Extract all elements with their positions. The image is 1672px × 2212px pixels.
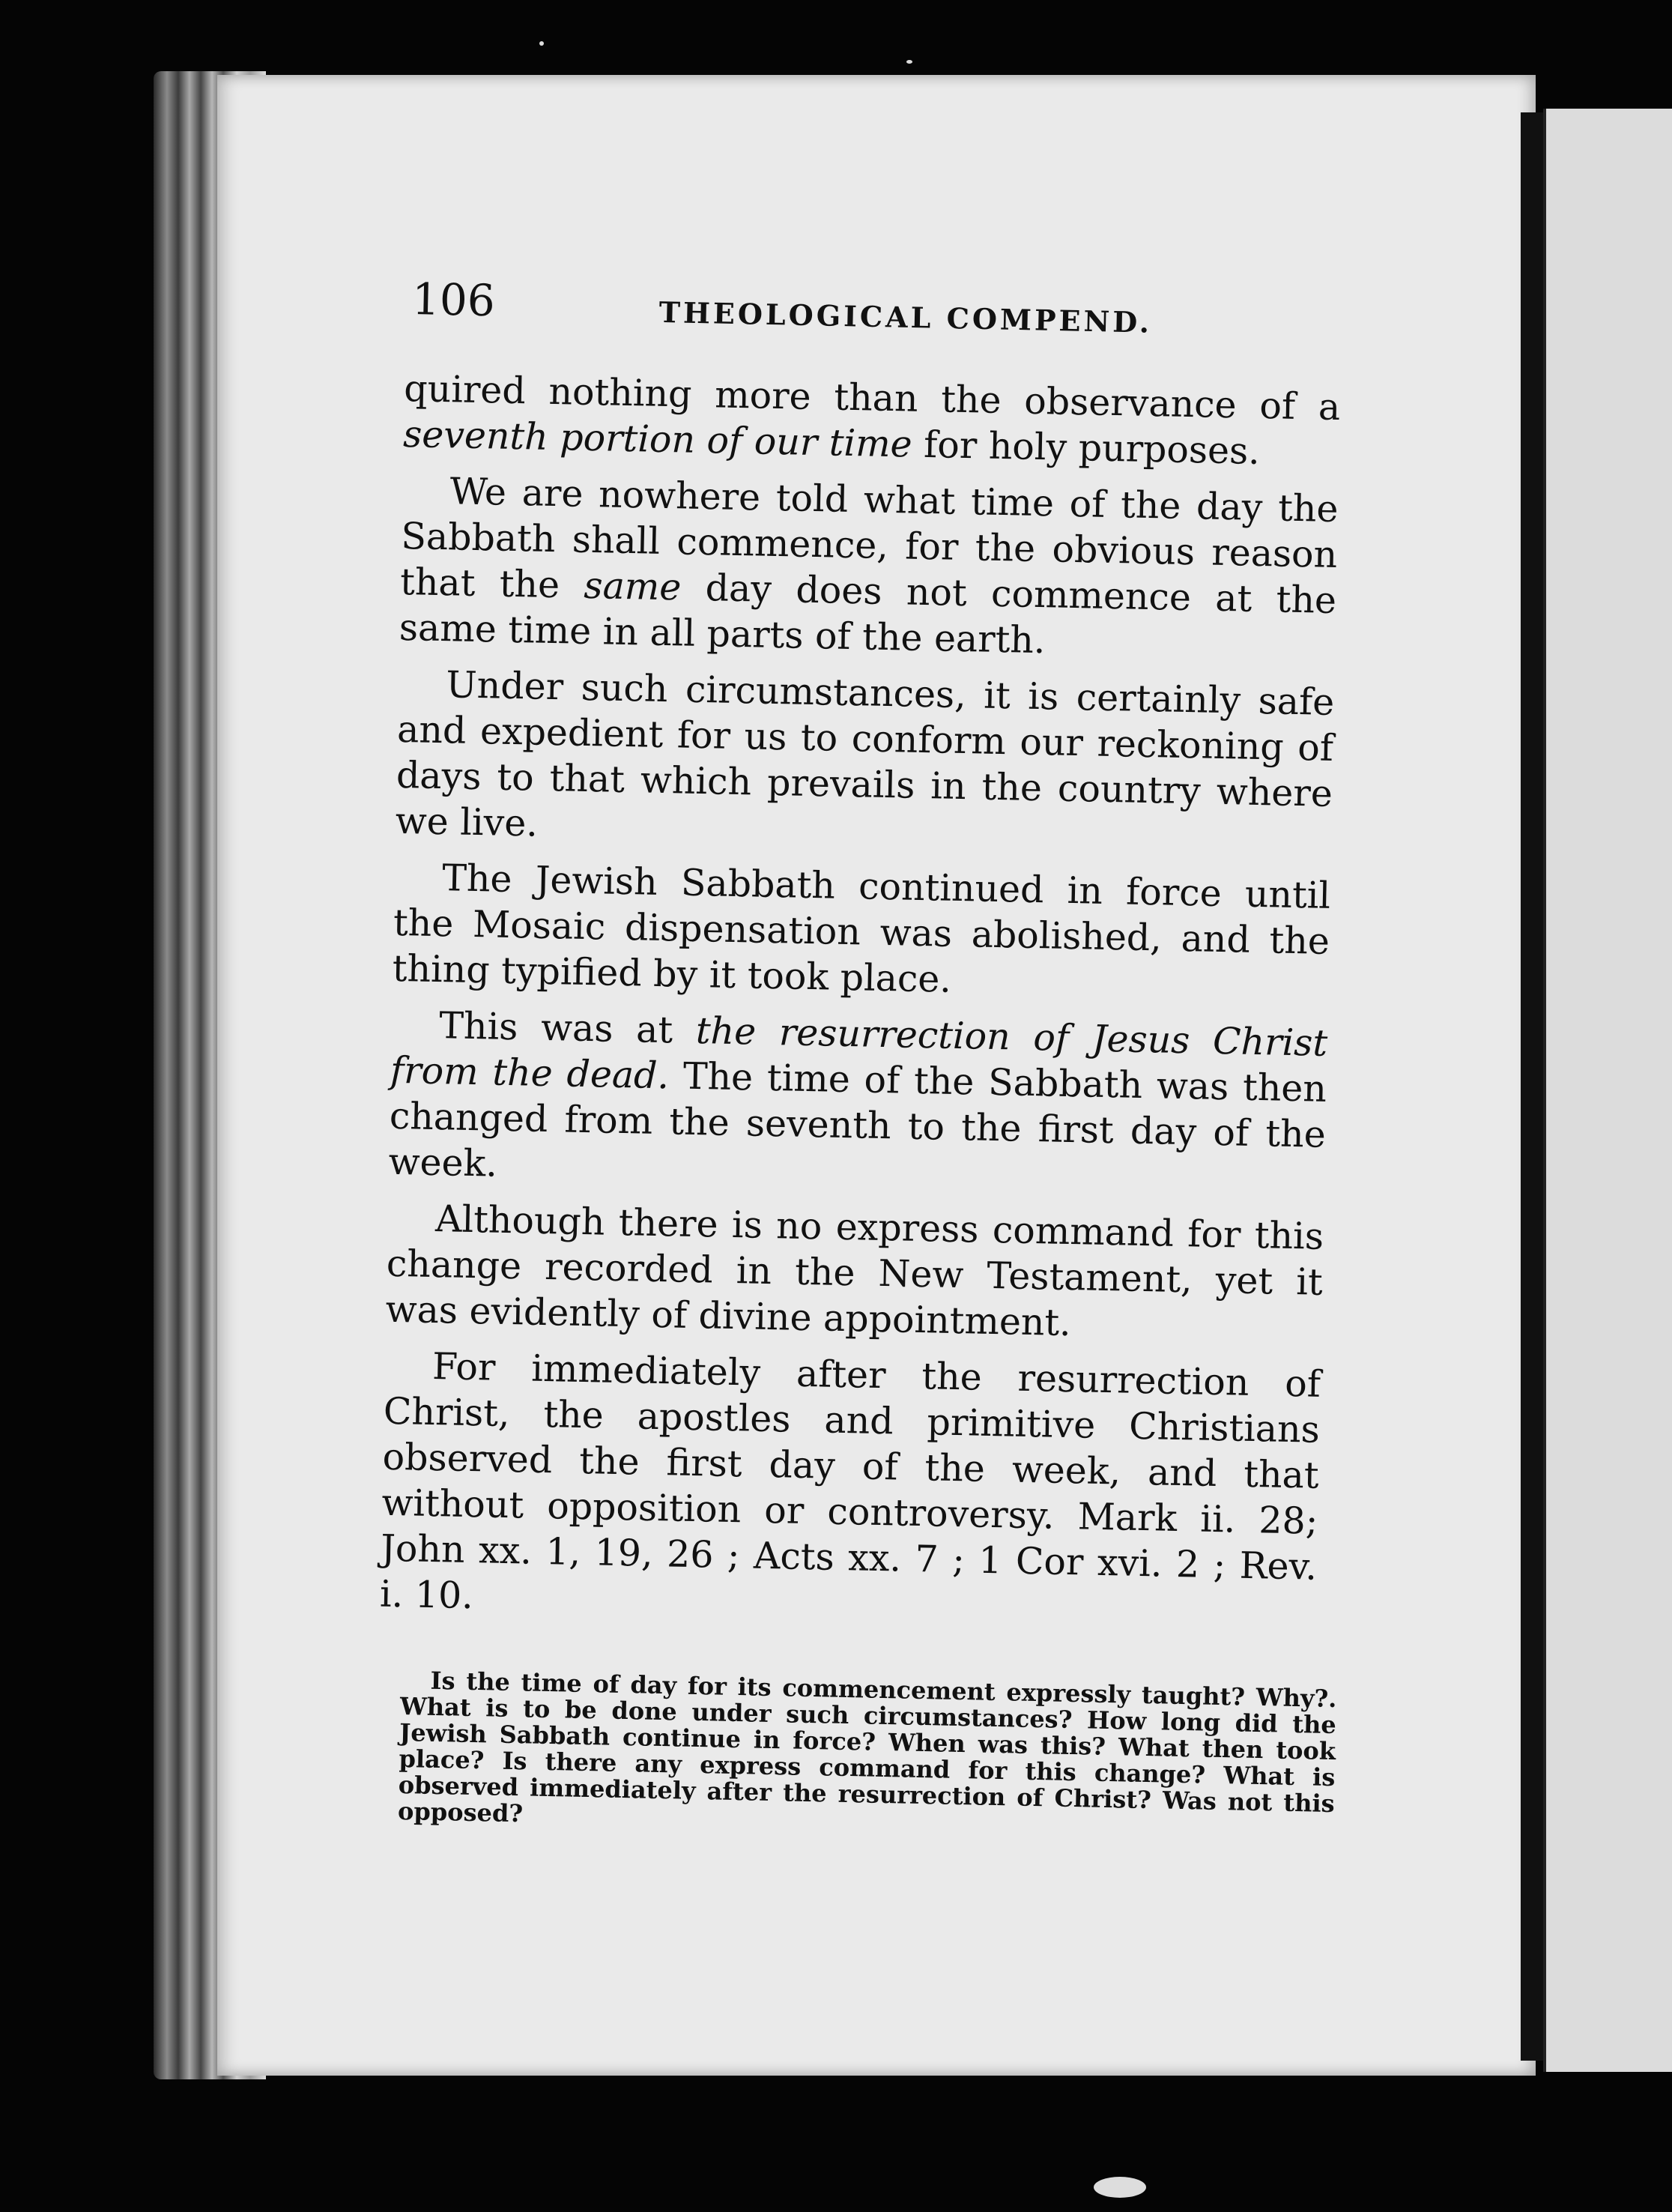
paragraph-2 — [399, 468, 1339, 669]
facing-page-edge — [1543, 109, 1672, 2072]
page-number: 106 — [411, 274, 496, 327]
scan-speck — [906, 60, 912, 64]
paragraph-3: Under such circumstances, it is certainly safe and expedient for us to conform our reckoning of days to that which prevails in the country where we live. — [395, 663, 1335, 845]
paragraph-6: Although there is no express command for this change recorded in the New Testament, yet it was evidently of divine appointment. — [385, 1197, 1324, 1345]
paragraph-5-text-b: The time of the Sabbath was then changed from the seventh to the first day of the week. — [388, 1054, 1327, 1185]
paragraph-2-emphasis: same — [583, 563, 682, 609]
paragraph-5-text-a: This was at — [438, 1004, 697, 1052]
paragraph-1-emphasis: seventh portion of our time — [402, 412, 913, 466]
body-text — [379, 366, 1341, 1646]
scan-speck — [539, 41, 544, 46]
paragraph-1-text-a: quired nothing more than the observance of a — [403, 366, 1341, 429]
running-head: THEOLOGICAL COMPEND. — [658, 294, 1153, 339]
paragraph-2-text-a: We are nowhere told what time of the day the Sabbath shall commence, for the obvious reason that the — [399, 470, 1339, 607]
scan-speck — [1094, 2177, 1146, 2198]
review-questions: Is the time of day for its commencement expressly taught? Why?. What is to be done under such circumstances? How long did the Jewish Sabbath continue in force? When was this? What then took place? Is there any express command for this change? What is observed immediately after the resurrection of Christ? Was not this opposed? — [397, 1666, 1337, 1828]
paragraph-4: The Jewish Sabbath continued in force until the Mosaic dispensation was abolished, and the thing typified by it took place. — [392, 856, 1331, 1001]
paragraph-1-text-b: for holy purposes. — [912, 423, 1261, 473]
paragraph-1 — [403, 366, 1341, 476]
book-gutter — [1521, 112, 1543, 2061]
paragraph-2-text-b: day does not commence at the same time in all parts of the earth. — [399, 566, 1337, 662]
paragraph-5 — [388, 1002, 1328, 1203]
paragraph-7: For immediately after the resurrection of Christ, the apostles and primitive Christians observed the first day of the week, and that without opposition or controversy. Mark ii. 28; John xx. 1, 19, 26 ; Acts xx. 7 ; 1 Cor xvi. 2 ; Rev. i. 10. — [379, 1345, 1321, 1618]
paragraph-5-emphasis: the resurrection of Jesus Christ from the dead. — [390, 1009, 1328, 1098]
